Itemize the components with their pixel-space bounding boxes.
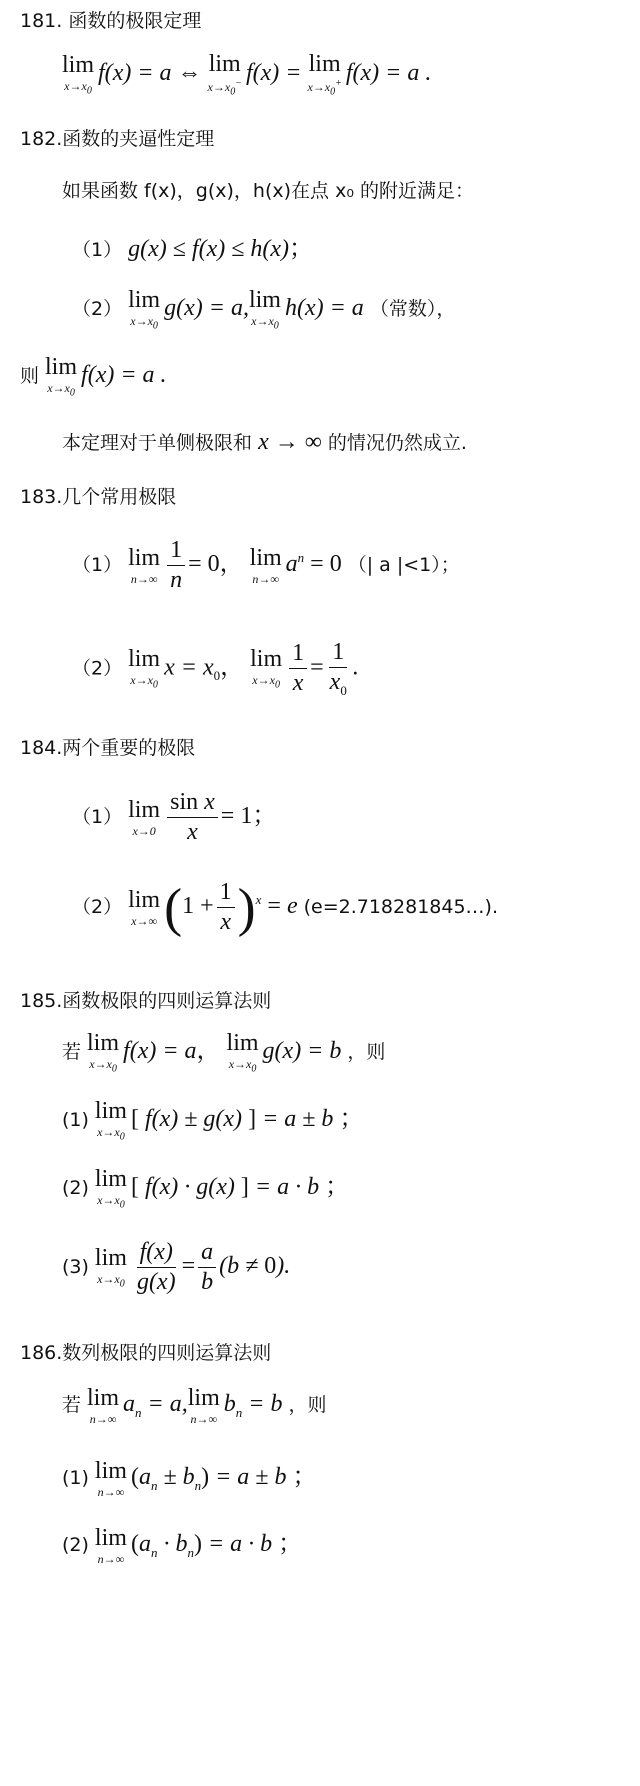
then-label: ，则 xyxy=(347,1041,386,1063)
heading-182: 182.函数的夹逼性定理 xyxy=(20,128,215,150)
function-rule-product: (2) lim $x\to x_0$ [ f(x) · g(x) ] = a · b ； xyxy=(62,1165,350,1211)
then-label: ，则 xyxy=(288,1394,327,1417)
item-label: （2） xyxy=(72,896,123,919)
then-label: 则 xyxy=(20,365,40,388)
important-limit-1: （1） lim x→0 $\frac{\text{sin x}}{x}$ = 1； xyxy=(72,789,277,846)
sequence-rule-product: (2) lim n→∞ $(a_n \cdot b_n) = a \cdot b$ ； xyxy=(62,1524,303,1566)
function-rule-quotient: (3) lim $x\to x_0$ $\frac{f(x)}{g(x)}$ = $\frac{a}{b}$ (b ≠ 0). xyxy=(62,1239,291,1296)
item-label: （1） xyxy=(72,239,123,261)
heading-185: 185.函数极限的四则运算法则 xyxy=(20,990,272,1012)
common-limit-1: （1） lim n→∞ $\frac{1}{n}$ = 0， lim n→∞ $a^n = 0$ （| a |<1）； xyxy=(72,537,460,594)
item-label: （1） xyxy=(72,806,123,829)
rule-label: (3) xyxy=(62,1256,89,1279)
squeeze-remark: 本定理对于单侧极限和 x → ∞ 的情况仍然成立. xyxy=(62,429,467,455)
function-rule-sum: (1) lim $x\to x_0$ [ f(x) ± g(x) ] = a ± b ； xyxy=(62,1097,364,1143)
item-label: （1） xyxy=(72,554,123,577)
constant-note: （常数）， xyxy=(369,298,456,321)
squeeze-conclusion: 则 lim $x\to x_0$ f(x) = a . xyxy=(20,354,167,399)
squeeze-condition-1: （1） g(x) ≤ f(x) ≤ h(x)； xyxy=(72,236,314,262)
heading-183: 183.几个常用极限 xyxy=(20,486,177,508)
rule-label: (2) xyxy=(62,1177,89,1199)
common-limit-2: （2） lim $x\to x_0$ $x = x_0$， lim $x\to x_0$ $\frac{1}{x}$ = $\frac{1}{x_0}$ . xyxy=(72,639,359,698)
rule-label: (1) xyxy=(62,1467,89,1489)
heading-186: 186.数列极限的四则运算法则 xyxy=(20,1342,272,1364)
function-limit-premise: 若 lim $x\to x_0$ f(x) = a， lim $x\to x_0$ g(x) = b ，则 xyxy=(62,1029,386,1075)
heading-184: 184.两个重要的极限 xyxy=(20,737,196,759)
heading-181: 181. 函数的极限定理 xyxy=(20,10,202,32)
if-label: 若 xyxy=(62,1041,82,1063)
abs-condition: （| a |<1）； xyxy=(347,554,460,577)
sequence-rule-sum: (1) lim n→∞ $(a_n \pm b_n) = a \pm b$ ； xyxy=(62,1457,317,1499)
item-label: （2） xyxy=(72,298,123,321)
if-label: 若 xyxy=(62,1394,82,1417)
important-limit-2: （2） lim x→∞ (1 + $\frac{1}{x}$ )$^x$ = e (e=2.718281845…). xyxy=(72,877,499,938)
item-label: （2） xyxy=(72,657,123,680)
sequence-limit-premise: 若 lim n→∞ $a_n = a$, lim n→∞ $b_n = b$ ，则 xyxy=(62,1385,327,1426)
e-value-note: (e=2.718281845…). xyxy=(303,896,499,919)
remark-part-1: 本定理对于单侧极限和 xyxy=(62,432,253,454)
squeeze-condition-2: （2） lim $x\to x_0$ g(x) = a, lim $x\to x_0$ h(x) = a （常数）， xyxy=(72,287,456,332)
rule-label: (2) xyxy=(62,1534,89,1556)
formula-181: lim $x\to x_0$ f(x) = a ⇔ lim $x\to x_0^-$ f(x) = lim $x\to x_0^+$ f(x) = a . xyxy=(62,51,432,98)
squeeze-intro: 如果函数 f(x)，g(x)，h(x)在点 x₀ 的附近满足： xyxy=(62,180,474,202)
remark-part-2: 的情况仍然成立. xyxy=(327,432,467,454)
rule-label: (1) xyxy=(62,1109,89,1131)
